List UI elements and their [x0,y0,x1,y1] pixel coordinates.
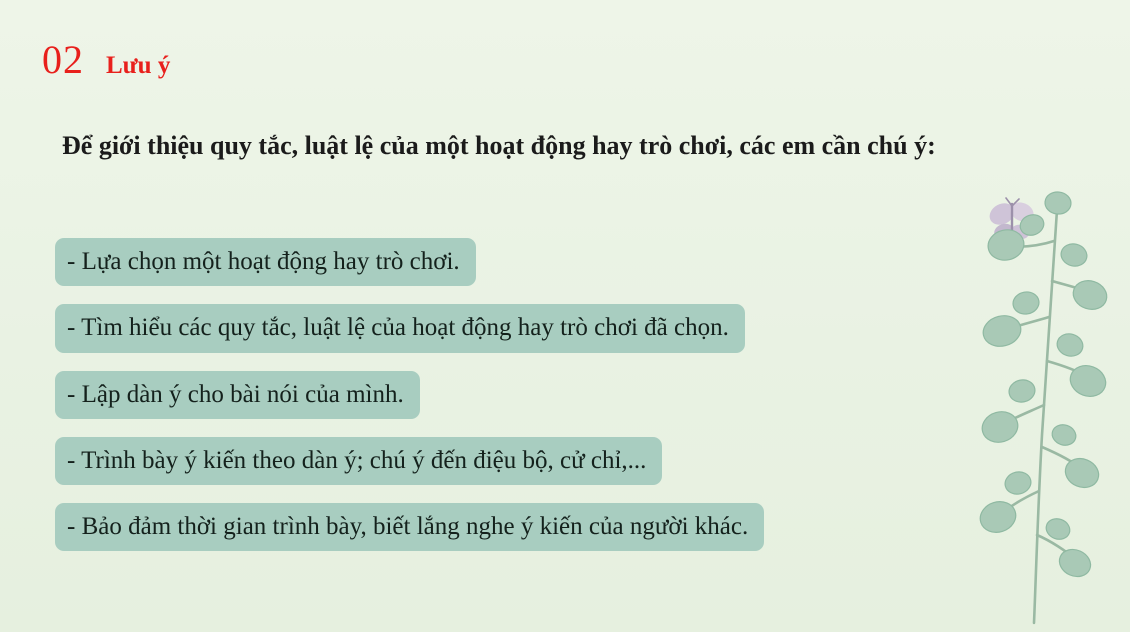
bullet-list [55,238,1065,569]
section-number: 02 [42,37,84,82]
list-item [55,238,1065,286]
bullet-text: - Lựa chọn một hoạt động hay trò chơi. [55,238,476,286]
list-item [55,437,1065,485]
section-title: Lưu ý [106,52,171,79]
bullet-text: - Tìm hiểu các quy tắc, luật lệ của hoạt động hay trò chơi đã chọn. [55,304,745,352]
bullet-text: - Trình bày ý kiến theo dàn ý; chú ý đến điệu bộ, cử chỉ,... [55,437,662,485]
list-item [55,304,1065,352]
slide-header [42,37,171,82]
list-item [55,371,1065,419]
intro-text: Để giới thiệu quy tắc, luật lệ của một hoạt động hay trò chơi, các em cần chú ý: [62,131,936,160]
bullet-text: - Lập dàn ý cho bài nói của mình. [55,371,420,419]
bullet-text: - Bảo đảm thời gian trình bày, biết lắng nghe ý kiến của người khác. [55,503,764,551]
list-item [55,503,1065,551]
